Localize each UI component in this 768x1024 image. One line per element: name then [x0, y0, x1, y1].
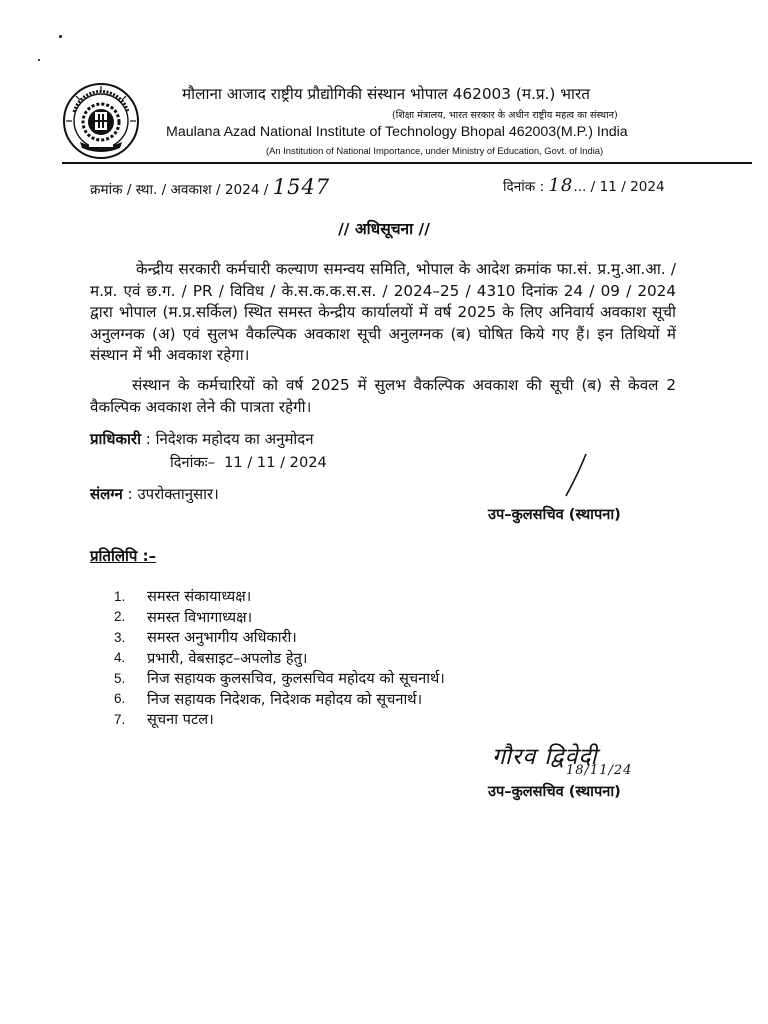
list-text: समस्त विभागाध्यक्ष। [147, 608, 253, 626]
institute-name-hindi: मौलाना आजाद राष्ट्रीय प्रौद्योगिकी संस्थान भोपाल 462003 (म.प्र.) भारत [182, 85, 590, 103]
list-item [114, 709, 594, 730]
list-item [114, 627, 594, 648]
reference-prefix: क्रमांक / स्था. / अवकाश / 2024 / [90, 182, 269, 198]
enclosure-line [90, 484, 219, 504]
notification-title: // अधिसूचना // [338, 220, 430, 238]
reference-number [90, 175, 330, 199]
list-number: 4. [114, 650, 126, 666]
signature-stroke [560, 452, 590, 498]
handwritten-signature [492, 735, 662, 785]
enclosure-text: : उपरोक्तानुसार। [127, 485, 219, 503]
logo-seal-icon [62, 82, 140, 160]
signature-name: गौरव द्विवेदी [492, 744, 598, 770]
list-number: 6. [114, 691, 126, 707]
list-text: सूचना पटल। [147, 711, 214, 729]
signature-date: 18/11/24 [566, 763, 633, 778]
list-number: 1. [114, 588, 126, 604]
handwritten-reference-number: 1547 [272, 175, 331, 199]
list-item [114, 607, 594, 628]
scan-speck [59, 35, 62, 38]
copy-to-heading: प्रतिलिपि :– [90, 547, 157, 565]
list-number: 7. [114, 711, 126, 727]
signatory-designation-2: उप–कुलसचिव (स्थापना) [488, 783, 621, 800]
notification-paragraph-1: केन्द्रीय सरकारी कर्मचारी कल्याण समन्वय समिति, भोपाल के आदेश क्रमांक फा.सं. प्र.मु.आ.आ. / म.प्र. एवं छ.ग. / PR / विविध / के.स.क.क.स.स. / 2024–25 / 4310 दिनांक 24 / 09 / 2024 द्वारा भोपाल (म.प्र.सर्किल) स्थित समस्त केन्द्रीय कार्यालयों में वर्ष 2025 के लिए अनिवार्य अवकाश सूची अनुलग्नक (अ) एवं सुलभ वैकल्पिक अवकाश सूची अनुलग्नक (ब) घोषित किये गए हैं। इन तिथियों में संस्थान में भी अवकाश रहेगा। [90, 260, 676, 364]
list-item [114, 668, 594, 689]
reference-date [503, 175, 665, 196]
enclosure-label: संलग्न [90, 485, 123, 503]
institute-subtitle-hindi: (शिक्षा मंत्रालय, भारत सरकार के अधीन राष्ट्रीय महत्व का संस्थान) [392, 110, 618, 121]
list-text: निज सहायक निदेशक, निदेशक महोदय को सूचनार्थ। [147, 690, 423, 708]
institute-logo [62, 82, 140, 160]
letterhead-divider [62, 162, 752, 164]
handwritten-date-day: 18 [548, 175, 574, 196]
list-text: निज सहायक कुलसचिव, कुलसचिव महोदय को सूचनार्थ। [147, 670, 445, 688]
scan-speck [38, 59, 40, 61]
authority-date: दिनांकः– 11 / 11 / 2024 [170, 454, 327, 471]
list-item [114, 648, 594, 669]
authority-line [90, 429, 314, 449]
list-number: 3. [114, 629, 126, 645]
date-month-year: ... / 11 / 2024 [573, 179, 665, 195]
authority-label: प्राधिकारी [90, 430, 141, 448]
signatory-designation-1: उप–कुलसचिव (स्थापना) [488, 506, 621, 523]
notification-paragraph-2: संस्थान के कर्मचारियों को वर्ष 2025 में सुलभ वैकल्पिक अवकाश की सूची (ब) से केवल 2 वैकल्पिक अवकाश लेने की पात्रता रहेगी। [90, 376, 676, 416]
date-label: दिनांक : [503, 179, 545, 195]
list-text: समस्त अनुभागीय अधिकारी। [147, 629, 297, 647]
list-item [114, 586, 594, 607]
institute-name-english: Maulana Azad National Institute of Technology Bhopal 462003(M.P.) India [166, 124, 628, 140]
list-number: 5. [114, 670, 126, 686]
list-number: 2. [114, 609, 126, 625]
authority-text: : निदेशक महोदय का अनुमोदन [145, 430, 314, 448]
list-text: प्रभारी, वेबसाइट–अपलोड हेतु। [147, 649, 308, 667]
list-text: समस्त संकायाध्यक्ष। [147, 588, 252, 606]
institute-subtitle-english: (An Institution of National Importance, under Ministry of Education, Govt. of India) [266, 145, 604, 156]
list-item [114, 689, 594, 710]
copy-to-list [114, 586, 594, 730]
